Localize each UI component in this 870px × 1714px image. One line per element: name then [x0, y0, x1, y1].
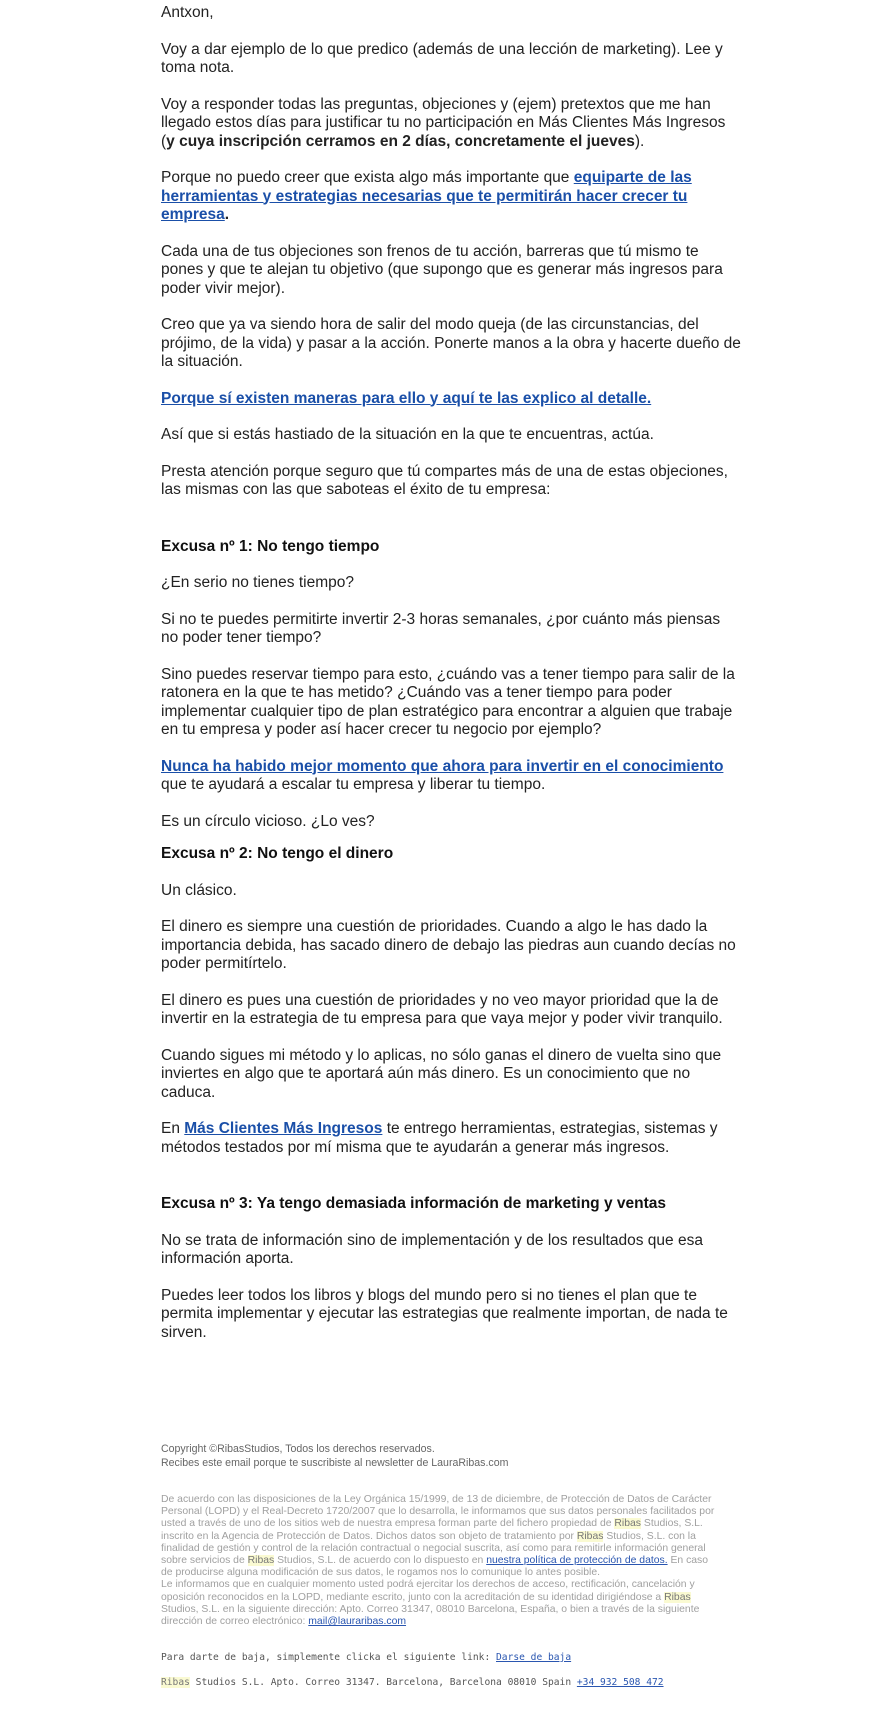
act-paragraph: Así que si estás hastiado de la situación en la que te encuentras, actúa.	[161, 426, 654, 443]
deadline-text: y cuya inscripción cerramos en 2 días, concretamente el jueves	[166, 132, 635, 150]
excuse-2-p2: El dinero es siempre una cuestión de prioridades. Cuando a algo le has dado la importancia debida, has sacado dinero de debajo las piedras aun cuando decías no poder permitírtelo.	[161, 918, 736, 972]
tools-link[interactable]: equiparte de las herramientas y estrategias necesarias que te permitirán hacer crecer tu empresa	[161, 169, 692, 223]
email-body	[161, 4, 741, 1360]
legal-text: Le informamos que en cualquier momento usted podrá ejercitar los derechos de acceso, rectificación, cancelación y oposición reconocidos en la LOPD, mediante escrito, junto con la acreditación de su identidad dirigiéndose a	[161, 1579, 695, 1603]
legal-text: Studios, S.L. de acuerdo con lo dispuesto en	[274, 1555, 487, 1567]
legal-paragraph-2	[161, 1579, 721, 1628]
knowledge-link[interactable]: Nunca ha habido mejor momento que ahora para invertir en el conocimiento	[161, 757, 724, 775]
copyright-text: Copyright ©RibasStudios, Todos los derechos reservados.	[161, 1443, 435, 1455]
excuse-2-p3: El dinero es pues una cuestión de prioridades y no veo mayor prioridad que la de invertir en la estrategia de tu empresa para que vaya mejor y poder vivir tranquilo.	[161, 991, 723, 1027]
importance-text: Porque no puedo creer que exista algo más importante que	[161, 169, 574, 186]
excuse-3-p1: No se trata de información sino de implementación y de los resultados que esa información aporta.	[161, 1231, 703, 1267]
address-text: Studios S.L. Apto. Correo 31347. Barcelona, Barcelona 08010 Spain	[189, 1677, 577, 1688]
excuse-3-p2: Puedes leer todos los libros y blogs del mundo pero si no tienes el plan que te permita implementar y ejecutar las estrategias que realmente importan, de nada te sirven.	[161, 1286, 728, 1341]
legal-text: De acuerdo con las disposiciones de la Ley Orgánica 15/1999, de 13 de diciembre, de Protección de Datos de Carácter Personal (LOPD) y el Real-Decreto 1720/2007 que lo desarrolla, le informamos que sus datos personales facilitados por usted a través de uno de los sitios web de nuestra empresa forman parte del fichero propiedad de	[161, 1494, 715, 1530]
excuse-1-p3: Sino puedes reservar tiempo para esto, ¿cuándo vas a tener tiempo para salir de la ratonera en la que te has metido? ¿Cuándo vas a tener tiempo para poder implementar cualquier tipo de plan estratégico para encontrar a alguien que trabaje en tu empresa y poder así hacer crecer tu negocio por ejemplo?	[161, 665, 735, 738]
objections-text: Voy a responder todas las preguntas, objeciones y (ejem) pretextos que me han llegado estos días para justificar tu no participación en Más Clientes Más Ingresos (	[161, 95, 726, 150]
greeting: Antxon,	[161, 4, 214, 21]
unsubscribe-link[interactable]: Darse de baja	[496, 1652, 572, 1663]
legal-text: Studios, S.L. con la finalidad de gestión y control de la relación contractual o negocial suscrita, así como para remitirle información general sobre servicios de	[161, 1530, 706, 1567]
intro-paragraph: Voy a dar ejemplo de lo que predico (además de una lección de marketing). Lee y toma nota.	[161, 40, 723, 76]
legal-text: Studios, S.L. en la siguiente dirección: Apto. Correo 31347, 08010 Barcelona, España, o bien a través de la siguiente dirección de correo electrónico:	[161, 1603, 700, 1628]
ribas-highlight: Ribas	[614, 1518, 641, 1530]
privacy-policy-link[interactable]: nuestra política de protección de datos.	[486, 1555, 668, 1567]
excuse-2-p5-pre: En	[161, 1120, 185, 1137]
spacer	[161, 518, 741, 538]
footer-legal	[161, 1494, 721, 1628]
excuse-1-title: Excusa nº 1: No tengo tiempo	[161, 537, 380, 555]
excuse-2-title: Excusa nº 2: No tengo el dinero	[161, 845, 394, 862]
phone-link[interactable]: +34 932 508 472	[576, 1677, 664, 1688]
ribas-highlight: Ribas	[247, 1555, 275, 1567]
legal-text: Studios, S.L. inscrito en la Agencia de Protección de Datos. Dichos datos son objeto de tratamiento por	[161, 1518, 703, 1542]
excuse-3-title: Excusa nº 3: Ya tengo demasiada información de marketing y ventas	[161, 1195, 666, 1212]
excuse-2-p1: Un clásico.	[161, 881, 237, 899]
excuse-1-p5: Es un círculo vicioso. ¿Lo ves?	[161, 812, 375, 830]
excuse-2-p5	[161, 1120, 741, 1157]
footer-unsubscribe	[161, 1652, 721, 1664]
action-paragraph: Creo que ya va siendo hora de salir del modo queja (de las circunstancias, del prójimo, de la vida) y pasar a la acción. Ponerte manos a la obra y hacerte dueño de la situación.	[161, 316, 741, 370]
objections-end: ).	[634, 132, 645, 150]
excuse-2-p5-text: te entrego herramientas, estrategias, sistemas y métodos testados por mí misma que te ayudarán a generar más ingresos.	[161, 1120, 718, 1156]
objections-paragraph	[161, 96, 741, 152]
attention-paragraph: Presta atención porque seguro que tú compartes más de una de estas objeciones, las mismas con las que saboteas el éxito de tu empresa:	[161, 462, 728, 498]
subscription-reason: Recibes este email porque te suscribiste al newsletter de LauraRibas.com	[161, 1457, 509, 1469]
footer-address	[161, 1677, 721, 1689]
spacer	[161, 1175, 741, 1195]
importance-end: .	[224, 206, 230, 223]
excuse-1-p2: Si no te puedes permitirte invertir 2-3 horas semanales, ¿por cuánto más piensas no poder tener tiempo?	[161, 610, 721, 646]
unsubscribe-text: Para darte de baja, simplemente clicka el siguiente link:	[161, 1652, 497, 1663]
program-link[interactable]: Más Clientes Más Ingresos	[184, 1120, 383, 1137]
importance-paragraph	[161, 169, 741, 225]
ribas-highlight: Ribas	[664, 1591, 691, 1603]
details-paragraph	[161, 390, 741, 409]
contact-email-link[interactable]: mail@lauraribas.com	[308, 1616, 407, 1628]
excuse-2-p4: Cuando sigues mi método y lo aplicas, no sólo ganas el dinero de vuelta sino que inviertes en algo que te aportará aún más dinero. Es un conocimiento que no caduca.	[161, 1046, 722, 1101]
legal-text: En caso de producirse alguna modificación de sus datos, le rogamos nos lo comunique lo antes posible.	[161, 1555, 709, 1579]
ribas-highlight: Ribas	[576, 1530, 604, 1542]
details-link[interactable]: Porque sí existen maneras para ello y aquí te las explico al detalle.	[161, 389, 652, 407]
legal-paragraph-1	[161, 1494, 721, 1579]
excuse-1-p1: ¿En serio no tienes tiempo?	[161, 574, 354, 591]
ribas-highlight: Ribas	[161, 1677, 190, 1688]
excuse-1-p4-text: que te ayudará a escalar tu empresa y liberar tu tiempo.	[161, 776, 546, 793]
barriers-paragraph: Cada una de tus objeciones son frenos de tu acción, barreras que tú mismo te pones y que te alejan tu objetivo (que supongo que es generar más ingresos para poder vivir mejor).	[161, 242, 723, 297]
footer-copyright	[161, 1442, 721, 1470]
excuse-1-p4	[161, 758, 741, 795]
